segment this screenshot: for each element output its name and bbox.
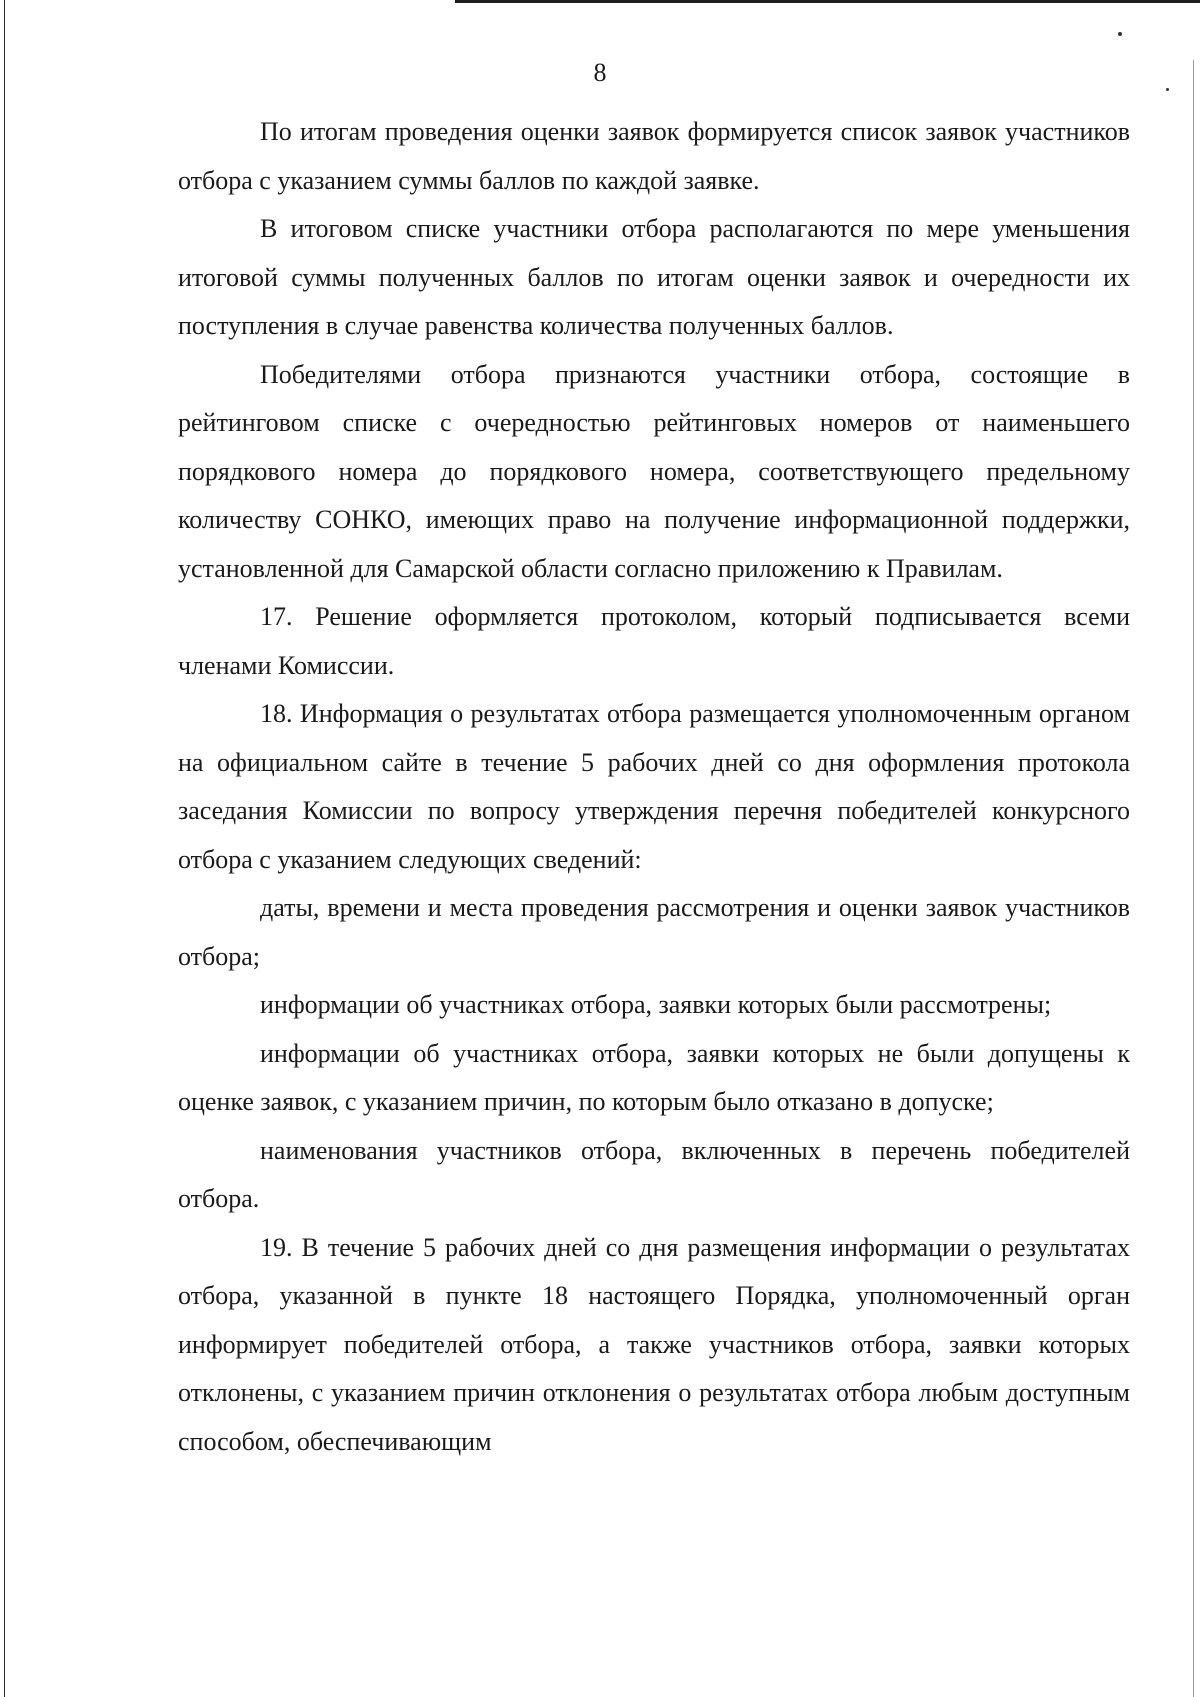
- scan-speck: [1118, 32, 1122, 36]
- document-body: [178, 108, 1130, 1466]
- list-paragraph: наименования участников отбора, включенных в перечень победителей отбора.: [178, 1135, 1130, 1213]
- scan-top-border: [455, 0, 1200, 3]
- scan-right-border: [1193, 60, 1194, 1697]
- scan-left-border: [4, 0, 5, 1697]
- paragraph: По итогам проведения оценки заявок формируется список заявок участников отбора с указанием суммы баллов по каждой заявке.: [178, 117, 1130, 195]
- paragraph: 19. В течение 5 рабочих дней со дня размещения информации о результатах отбора, указанной в пункте 18 настоящего Порядка, уполномоченный орган информирует победителей отбора, а также участников отбора, заявки которых отклонены, с указанием причин отклонения о результатах отбора любым доступным способом, обеспечивающим: [178, 1232, 1130, 1456]
- paragraph: 17. Решение оформляется протоколом, который подписывается всеми членами Комиссии.: [178, 602, 1130, 680]
- paragraph: Победителями отбора признаются участники отбора, состоящие в рейтинговом списке с очередностью рейтинговых номеров от наименьшего порядкового номера до порядкового номера, соответствующего предельному количеству СОНКО, имеющих право на получение информационной поддержки, установленной для Самарской области согласно приложению к Правилам.: [178, 359, 1130, 583]
- list-paragraph: информации об участниках отбора, заявки которых не были допущены к оценке заявок, с указанием причин, по которым было отказано в допуске;: [178, 1038, 1130, 1116]
- paragraph: В итоговом списке участники отбора располагаются по мере уменьшения итоговой суммы полученных баллов по итогам оценки заявок и очередности их поступления в случае равенства количества полученных баллов.: [178, 214, 1130, 340]
- paragraph: 18. Информация о результатах отбора размещается уполномоченным органом на официальном сайте в течение 5 рабочих дней со дня оформления протокола заседания Комиссии по вопросу утверждения перечня победителей конкурсного отбора с указанием следующих сведений:: [178, 699, 1130, 874]
- page-number: 8: [593, 58, 607, 87]
- list-paragraph: даты, времени и места проведения рассмотрения и оценки заявок участников отбора;: [178, 893, 1130, 971]
- scan-speck: [1166, 88, 1169, 91]
- list-paragraph: информации об участниках отбора, заявки которых были рассмотрены;: [260, 990, 1052, 1019]
